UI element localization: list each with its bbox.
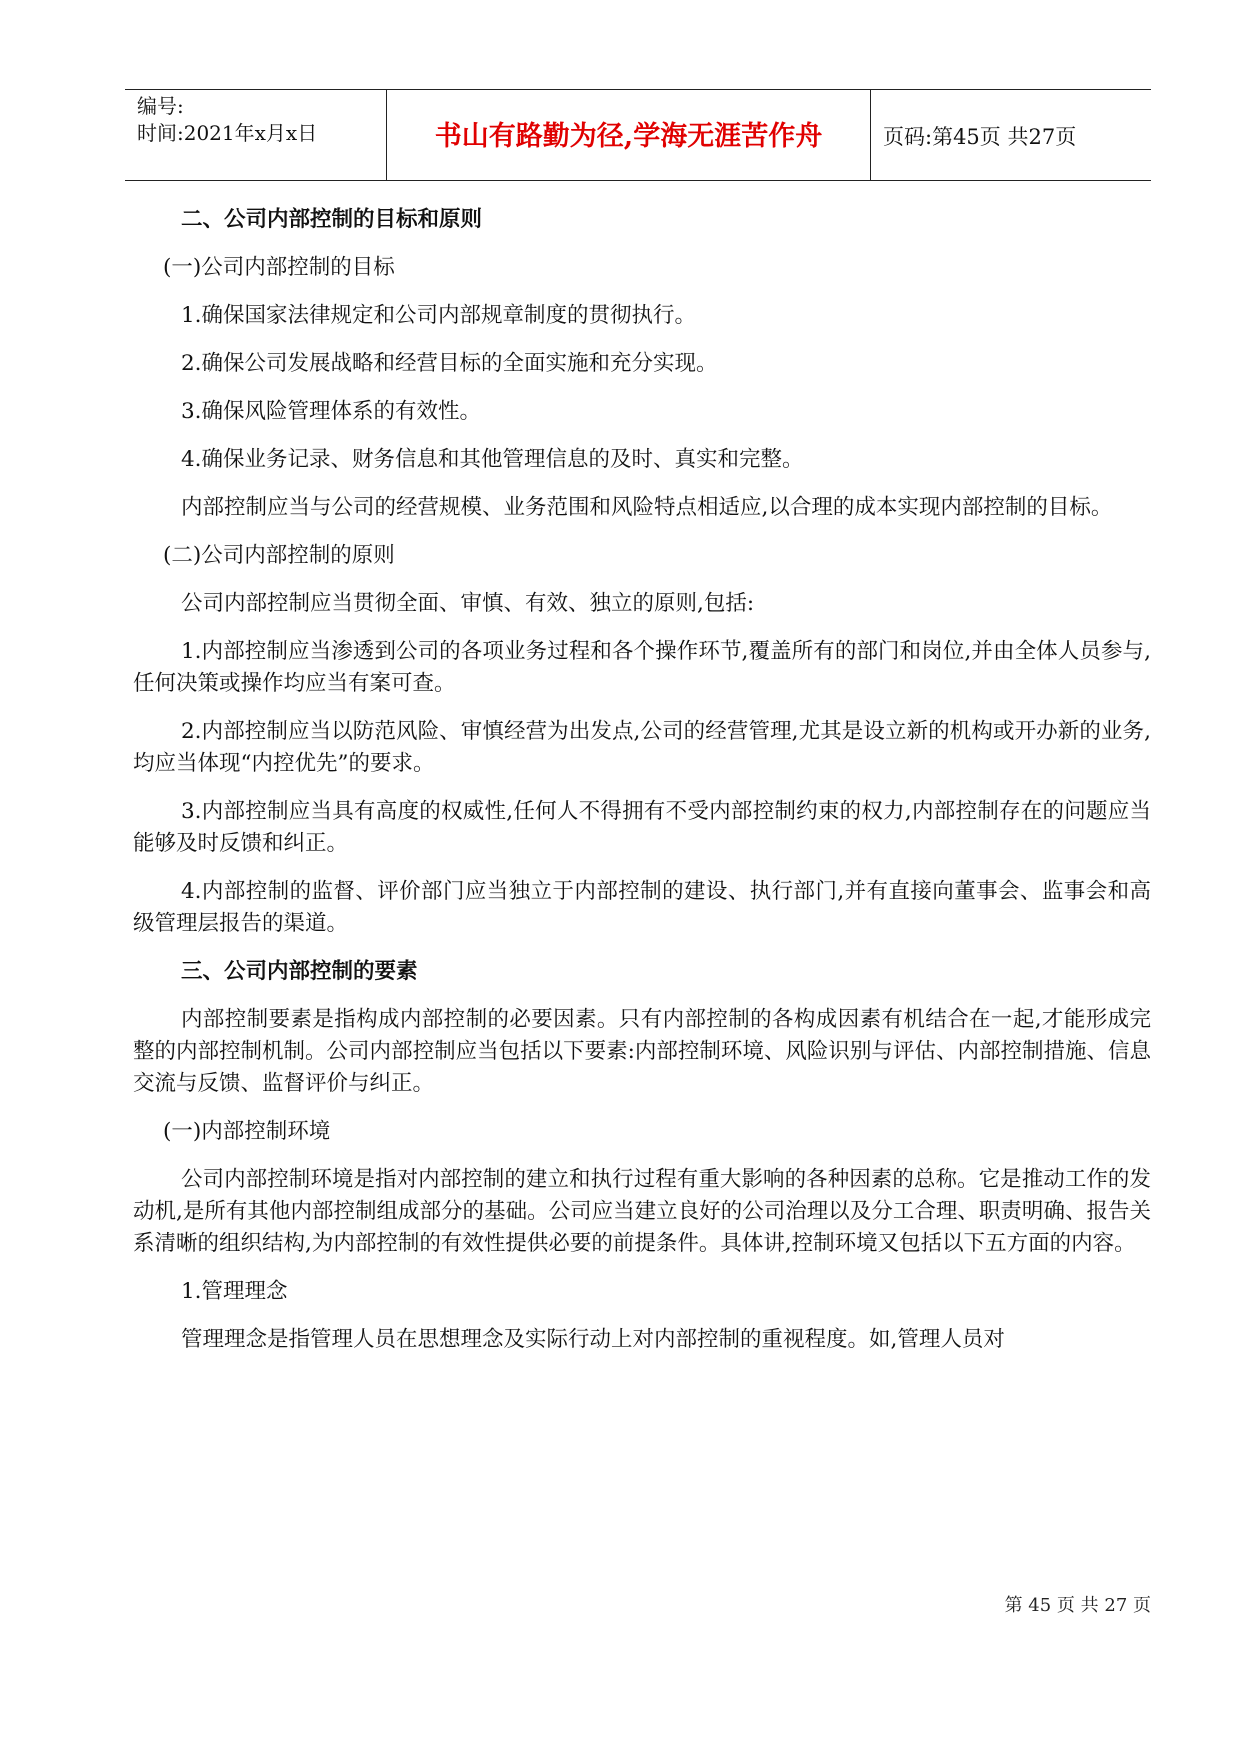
- body-paragraph: 4.确保业务记录、财务信息和其他管理信息的及时、真实和完整。: [181, 447, 804, 472]
- body-paragraph: 1.确保国家法律规定和公司内部规章制度的贯彻执行。: [181, 303, 697, 328]
- section-heading: 二、公司内部控制的目标和原则: [181, 207, 483, 232]
- header-motto: 书山有路勤为径,学海无涯苦作舟: [434, 121, 823, 152]
- subsection-heading: (一)内部控制环境: [163, 1119, 331, 1144]
- header-page-cell: [871, 90, 1151, 180]
- body-paragraph: 内部控制要素是指构成内部控制的必要因素。只有内部控制的各构成因素有机结合在一起,才能形成完整的内部控制机制。公司内部控制应当包括以下要素:内部控制环境、风险识别与评估、内部控制措施、信息交流与反馈、监督评价与纠正。: [133, 1007, 1151, 1096]
- document-date-label: 时间:2021年x月x日: [137, 121, 318, 145]
- body-paragraph: 内部控制应当与公司的经营规模、业务范围和风险特点相适应,以合理的成本实现内部控制的目标。: [181, 495, 1113, 520]
- header-page-number: 页码:第45页 共27页: [883, 125, 1077, 149]
- body-paragraph: 公司内部控制应当贯彻全面、审慎、有效、独立的原则,包括:: [181, 591, 755, 616]
- body-paragraph: 1.内部控制应当渗透到公司的各项业务过程和各个操作环节,覆盖所有的部门和岗位,并由全体人员参与,任何决策或操作均应当有案可查。: [133, 639, 1151, 696]
- document-code-label: 编号:: [137, 94, 184, 118]
- subsection-heading: (二)公司内部控制的原则: [163, 543, 395, 568]
- header-motto-cell: [387, 90, 871, 180]
- body-paragraph: 3.确保风险管理体系的有效性。: [181, 399, 482, 424]
- header-info-cell: [125, 90, 387, 180]
- body-paragraph: 2.内部控制应当以防范风险、审慎经营为出发点,公司的经营管理,尤其是设立新的机构或开办新的业务,均应当体现“内控优先”的要求。: [133, 719, 1151, 776]
- footer-page-number: 第 45 页 共 27 页: [1004, 1595, 1151, 1616]
- body-paragraph: 管理理念是指管理人员在思想理念及实际行动上对内部控制的重视程度。如,管理人员对: [181, 1327, 1005, 1352]
- section-heading: 三、公司内部控制的要素: [181, 959, 418, 984]
- body-paragraph: 4.内部控制的监督、评价部门应当独立于内部控制的建设、执行部门,并有直接向董事会、监事会和高级管理层报告的渠道。: [133, 879, 1151, 936]
- body-paragraph: 2.确保公司发展战略和经营目标的全面实施和充分实现。: [181, 351, 718, 376]
- body-paragraph: 3.内部控制应当具有高度的权威性,任何人不得拥有不受内部控制约束的权力,内部控制存在的问题应当能够及时反馈和纠正。: [133, 799, 1151, 856]
- subsection-heading: (一)公司内部控制的目标: [163, 255, 395, 280]
- document-body: [133, 204, 1151, 1372]
- header-table: [125, 89, 1151, 181]
- body-paragraph: 公司内部控制环境是指对内部控制的建立和执行过程有重大影响的各种因素的总称。它是推动工作的发动机,是所有其他内部控制组成部分的基础。公司应当建立良好的公司治理以及分工合理、职责明确、报告关系清晰的组织结构,为内部控制的有效性提供必要的前提条件。具体讲,控制环境又包括以下五方面的内容。: [133, 1167, 1151, 1256]
- body-paragraph: 1.管理理念: [181, 1279, 288, 1304]
